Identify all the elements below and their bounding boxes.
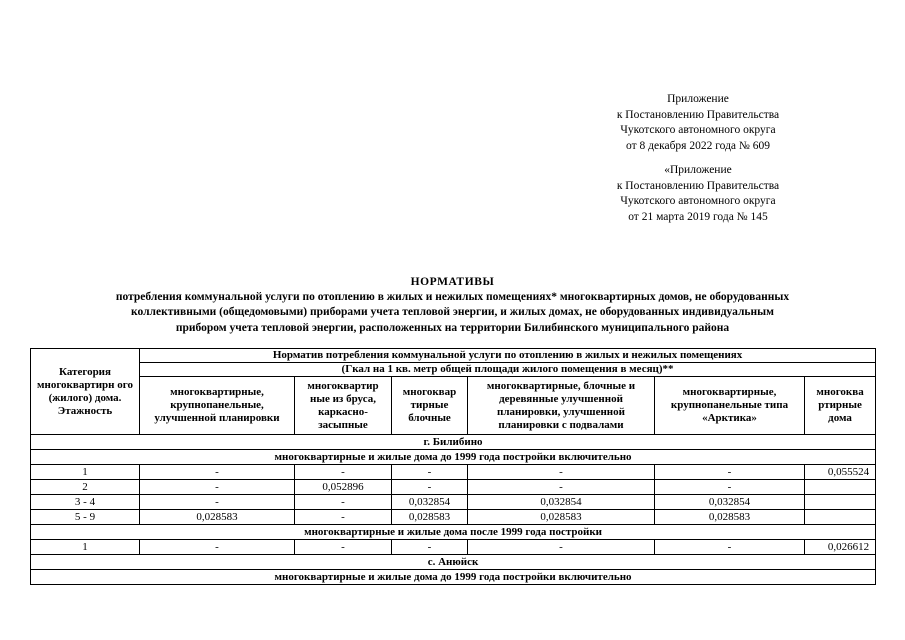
appendix-line: к Постановлению Правительства [616,108,780,121]
table-header-row [31,363,876,377]
norm-value-cell: - [295,540,392,555]
subsection-row [31,570,876,585]
table-row [31,480,876,495]
document-subtitle-line: коллективными (общедомовыми) приборами учета тепловой энергии, и жилых домах, не оборудованных индивидуальным [131,306,774,319]
norm-value-cell: - [655,480,805,495]
norm-value-cell [805,480,876,495]
subsection-cell: многоквартирные и жилые дома до 1999 года постройки включительно [31,450,876,465]
subsection-row [31,450,876,465]
norm-value-cell: - [655,540,805,555]
document-title-block [30,275,875,336]
norm-value-cell: 0,028583 [655,510,805,525]
norm-value-cell: - [468,465,655,480]
norm-value-cell: - [468,480,655,495]
table-row [31,495,876,510]
norm-value-cell: - [140,465,295,480]
column-header-cell: многоквартирные, крупнопанельные типа «Арктика» [655,377,805,435]
unit-header-cell: (Гкал на 1 кв. метр общей площади жилого помещения в месяц)** [140,363,876,377]
norm-value-cell: 0,028583 [392,510,468,525]
document-subtitle-line: прибором учета тепловой энергии, расположенных на территории Билибинского муниципального района [175,321,730,334]
norm-value-cell: - [655,465,805,480]
norm-value-cell: - [295,465,392,480]
norm-value-cell [805,495,876,510]
subsection-cell: многоквартирные и жилые дома после 1999 года постройки [31,525,876,540]
document-subtitle-line: потребления коммунальной услуги по отоплению в жилых и нежилых помещениях* многоквартирных домов, не оборудованных [115,291,790,304]
norm-value-cell: - [295,495,392,510]
appendix-line: «Приложение [664,164,732,176]
floors-cell: 2 [31,480,140,495]
norm-value-cell: - [140,540,295,555]
norm-value-cell: - [140,480,295,495]
norm-value-cell: - [468,540,655,555]
norm-value-cell: - [140,495,295,510]
appendix-line: к Постановлению Правительства [616,179,780,192]
norm-value-cell: 0,055524 [805,465,876,480]
column-header-cell: многоквартирные, блочные и деревянные улучшенной планировки, улучшенной планировки с подвалами [468,377,655,435]
norm-value-cell: 0,026612 [805,540,876,555]
appendix-line: Приложение [667,93,729,105]
norm-value-cell: 0,028583 [140,510,295,525]
locality-row [31,435,876,450]
norms-table [30,348,876,585]
locality-cell: г. Билибино [31,435,876,450]
norm-value-cell: - [392,540,468,555]
norm-header-cell: Норматив потребления коммунальной услуги по отоплению в жилых и нежилых помещениях [140,349,876,363]
locality-cell: с. Анюйск [31,555,876,570]
column-header-row [31,377,876,435]
column-header-cell: многоквартирные, крупнопанельные, улучшенной планировки [140,377,295,435]
floors-cell: 1 [31,540,140,555]
appendix-line: Чукотского автономного округа [620,124,776,136]
table-row [31,465,876,480]
subsection-row [31,525,876,540]
appendix-line: от 8 декабря 2022 года № 609 [625,139,770,152]
appendix-block-1 [568,92,828,154]
document-title: НОРМАТИВЫ [410,276,495,288]
norm-value-cell: - [392,480,468,495]
floors-cell: 3 - 4 [31,495,140,510]
norm-value-cell: 0,032854 [468,495,655,510]
floors-cell: 1 [31,465,140,480]
norm-value-cell: 0,032854 [655,495,805,510]
norm-value-cell: - [392,465,468,480]
norm-value-cell: 0,032854 [392,495,468,510]
appendix-line: Чукотского автономного округа [620,195,776,207]
norm-value-cell: 0,028583 [468,510,655,525]
table-header-row [31,349,876,363]
appendix-block-2 [568,163,828,225]
table-row [31,540,876,555]
appendix-line: от 21 марта 2019 года № 145 [628,210,768,223]
category-header-cell: Категория многоквартирн ого (жилого) дома. Этажность [31,349,140,435]
column-header-cell: многоква ртирные дома [805,377,876,435]
column-header-cell: многоквар тирные блочные [392,377,468,435]
norm-value-cell [805,510,876,525]
floors-cell: 5 - 9 [31,510,140,525]
column-header-cell: многоквартир ные из бруса, каркасно-засыпные [295,377,392,435]
norm-value-cell: 0,052896 [295,480,392,495]
subsection-cell: многоквартирные и жилые дома до 1999 года постройки включительно [31,570,876,585]
norm-value-cell: - [295,510,392,525]
locality-row [31,555,876,570]
table-row [31,510,876,525]
